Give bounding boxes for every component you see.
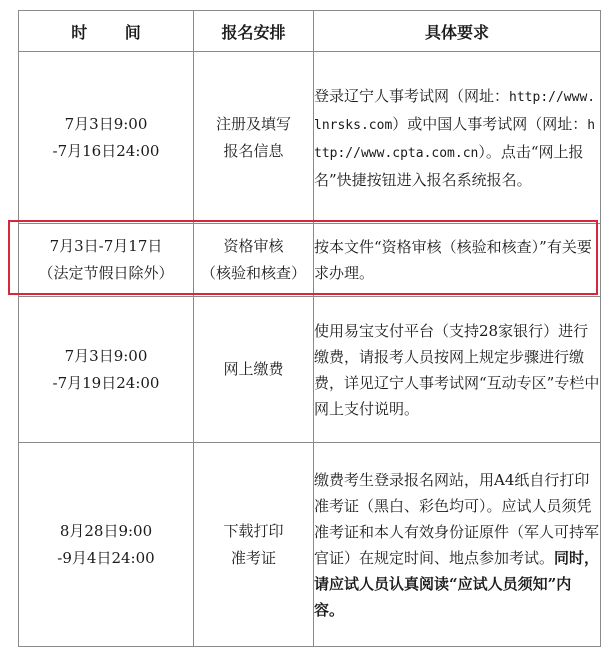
table-row [19,443,601,647]
table-row [19,52,601,224]
bold-notice: 同时，请应试人员认真阅读“应试人员须知”内容。 [314,548,600,619]
lnrsks-url: http://www.lnrsks.com [314,89,596,133]
requirements-cell: 登录辽宁人事考试网（网址：http://www.lnrsks.com）或中国人事考试网（网址：http://www.cpta.com.cn）。点击“网上报名”快捷按钮进入报名系统报名。 [314,52,601,224]
header-arrangement: 报名安排 [194,11,314,52]
requirements-cell: 使用易宝支付平台（支持28家银行）进行缴费，请报考人员按网上规定步骤进行缴费，详见辽宁人事考试网“互动专区”专栏中网上支付说明。 [314,297,601,443]
time-cell: 8月28日9:00 -9月4日24:00 [19,443,194,647]
arrangement-cell: 注册及填写 报名信息 [194,52,314,224]
table-row-highlighted [19,224,601,297]
time-cell: 7月3日9:00 -7月16日24:00 [19,52,194,224]
cpta-url: http://www.cpta.com.cn [314,117,596,161]
header-time: 时 间 [19,11,194,52]
table-row [19,297,601,443]
header-row [19,11,601,52]
arrangement-cell: 网上缴费 [194,297,314,443]
requirements-cell: 缴费考生登录报名网站，用A4纸自行打印准考证（黑白、彩色均可）。应试人员须凭准考证和本人有效身份证原件（军人可持军官证）在规定时间、地点参加考试。同时，请应试人员认真阅读“应试人员须知”内容。 [314,443,601,647]
time-cell: 7月3日9:00 -7月19日24:00 [19,297,194,443]
header-requirements: 具体要求 [314,11,601,52]
time-cell: 7月3日-7月17日 （法定节假日除外） [19,224,194,297]
requirements-cell: 按本文件“资格审核（核验和核查）”有关要求办理。 [314,224,601,297]
arrangement-cell: 资格审核 （核验和核查） [194,224,314,297]
schedule-table [18,10,601,647]
arrangement-cell: 下载打印 准考证 [194,443,314,647]
